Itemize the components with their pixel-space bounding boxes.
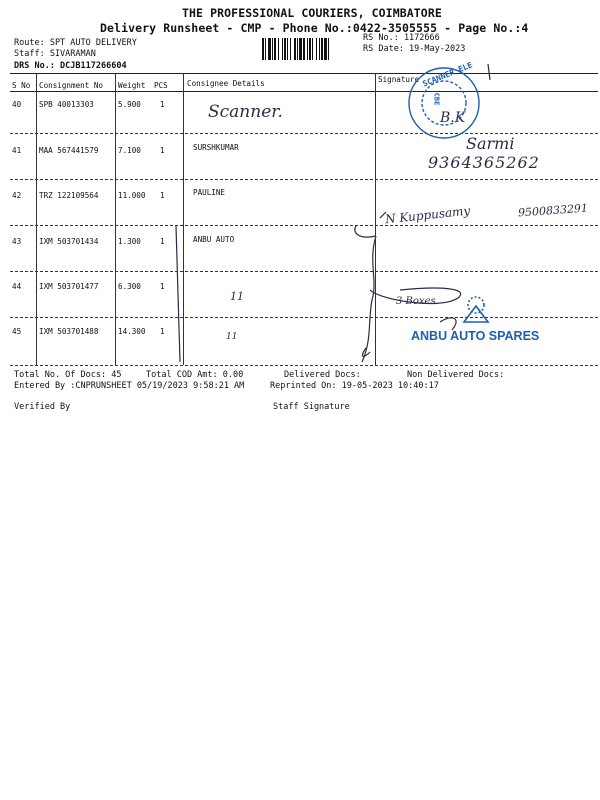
non-delivered-docs: Non Delivered Docs: [407, 370, 505, 380]
row-pcs: 1 [160, 282, 165, 291]
row-weight: 7.100 [118, 146, 141, 155]
row-sno: 43 [12, 237, 22, 246]
row-pcs: 1 [160, 191, 165, 200]
row-weight: 6.300 [118, 282, 141, 291]
row-consignee: SURSHKUMAR [193, 143, 239, 152]
anbu-logo-icon [464, 297, 488, 322]
company-title: THE PROFESSIONAL COURIERS, COIMBATORE [182, 6, 442, 20]
total-cod: Total COD Amt: 0.00 [146, 370, 244, 380]
row-sno: 41 [12, 146, 22, 155]
staff-label: Staff: SIVARAMAN [14, 49, 96, 59]
col-header-sno: S No [12, 81, 31, 90]
row-consignment: IXM 503701488 [39, 327, 99, 336]
row-weight: 1.300 [118, 237, 141, 246]
handwritten-phone: 9500833291 [517, 201, 589, 220]
verified-by-label: Verified By [14, 402, 71, 412]
drs-number: DRS No.: DCJB117266604 [14, 61, 127, 71]
rs-date: RS Date: 19-May-2023 [363, 44, 466, 54]
handwritten-consignee-scanner: Scanner. [208, 102, 283, 122]
route-label: Route: SPT AUTO DELIVERY [14, 38, 137, 48]
scanner-stamp-text: SCANNER ELE [421, 60, 474, 89]
col-header-pcs: PCS [154, 81, 168, 90]
row-consignee: PAULINE [193, 188, 226, 197]
handwritten-ditto-mark: 11 [226, 332, 238, 342]
col-header-signature: Signature [378, 75, 420, 84]
handwritten-signature-sarmi: Sarmi [466, 134, 515, 153]
entered-by: Entered By :CNPRUNSHEET 05/19/2023 9:58:21 AM [14, 381, 245, 391]
scanner-stamp-city: CBE [432, 92, 441, 106]
col-header-consignment: Consignment No [39, 81, 104, 90]
total-docs: Total No. Of Docs: 45 [14, 370, 122, 380]
rs-number: RS No.: 1172666 [363, 33, 440, 43]
col-header-consignee: Consignee Details [187, 79, 265, 88]
runsheet-title: Delivery Runsheet - CMP - Phone No.:0422-3505555 - Page No.:4 [100, 21, 529, 35]
row-pcs: 1 [160, 100, 165, 109]
row-consignment: TRZ 122109564 [39, 191, 99, 200]
handwritten-signature-kuppusamy: N Kuppusamy [384, 203, 471, 227]
staff-signature-label: Staff Signature [273, 402, 350, 412]
row-consignment: IXM 503701477 [39, 282, 99, 291]
row-consignment: SPB 40013303 [39, 100, 94, 109]
row-sno: 40 [12, 100, 22, 109]
reprinted-on: Reprinted On: 19-05-2023 10:40:17 [270, 381, 439, 391]
row-sno: 42 [12, 191, 22, 200]
handwritten-boxes-note: 3 Boxes [396, 296, 436, 307]
row-consignee: ANBU AUTO [193, 235, 235, 244]
col-header-weight: Weight [118, 81, 146, 90]
row-weight: 5.900 [118, 100, 141, 109]
row-consignment: IXM 503701434 [39, 237, 99, 246]
delivered-docs: Delivered Docs: [284, 370, 361, 380]
handwritten-signature-bk: B.K [440, 110, 466, 126]
row-pcs: 1 [160, 237, 165, 246]
row-sno: 44 [12, 282, 22, 291]
row-weight: 14.300 [118, 327, 146, 336]
anbu-auto-spares-stamp: ANBU AUTO SPARES [411, 329, 540, 343]
handwritten-phone: 9364365262 [428, 153, 540, 172]
handwritten-ditto-mark: 11 [230, 290, 244, 303]
row-sno: 45 [12, 327, 22, 336]
row-pcs: 1 [160, 146, 165, 155]
row-weight: 11.000 [118, 191, 146, 200]
row-pcs: 1 [160, 327, 165, 336]
row-consignment: MAA 567441579 [39, 146, 99, 155]
